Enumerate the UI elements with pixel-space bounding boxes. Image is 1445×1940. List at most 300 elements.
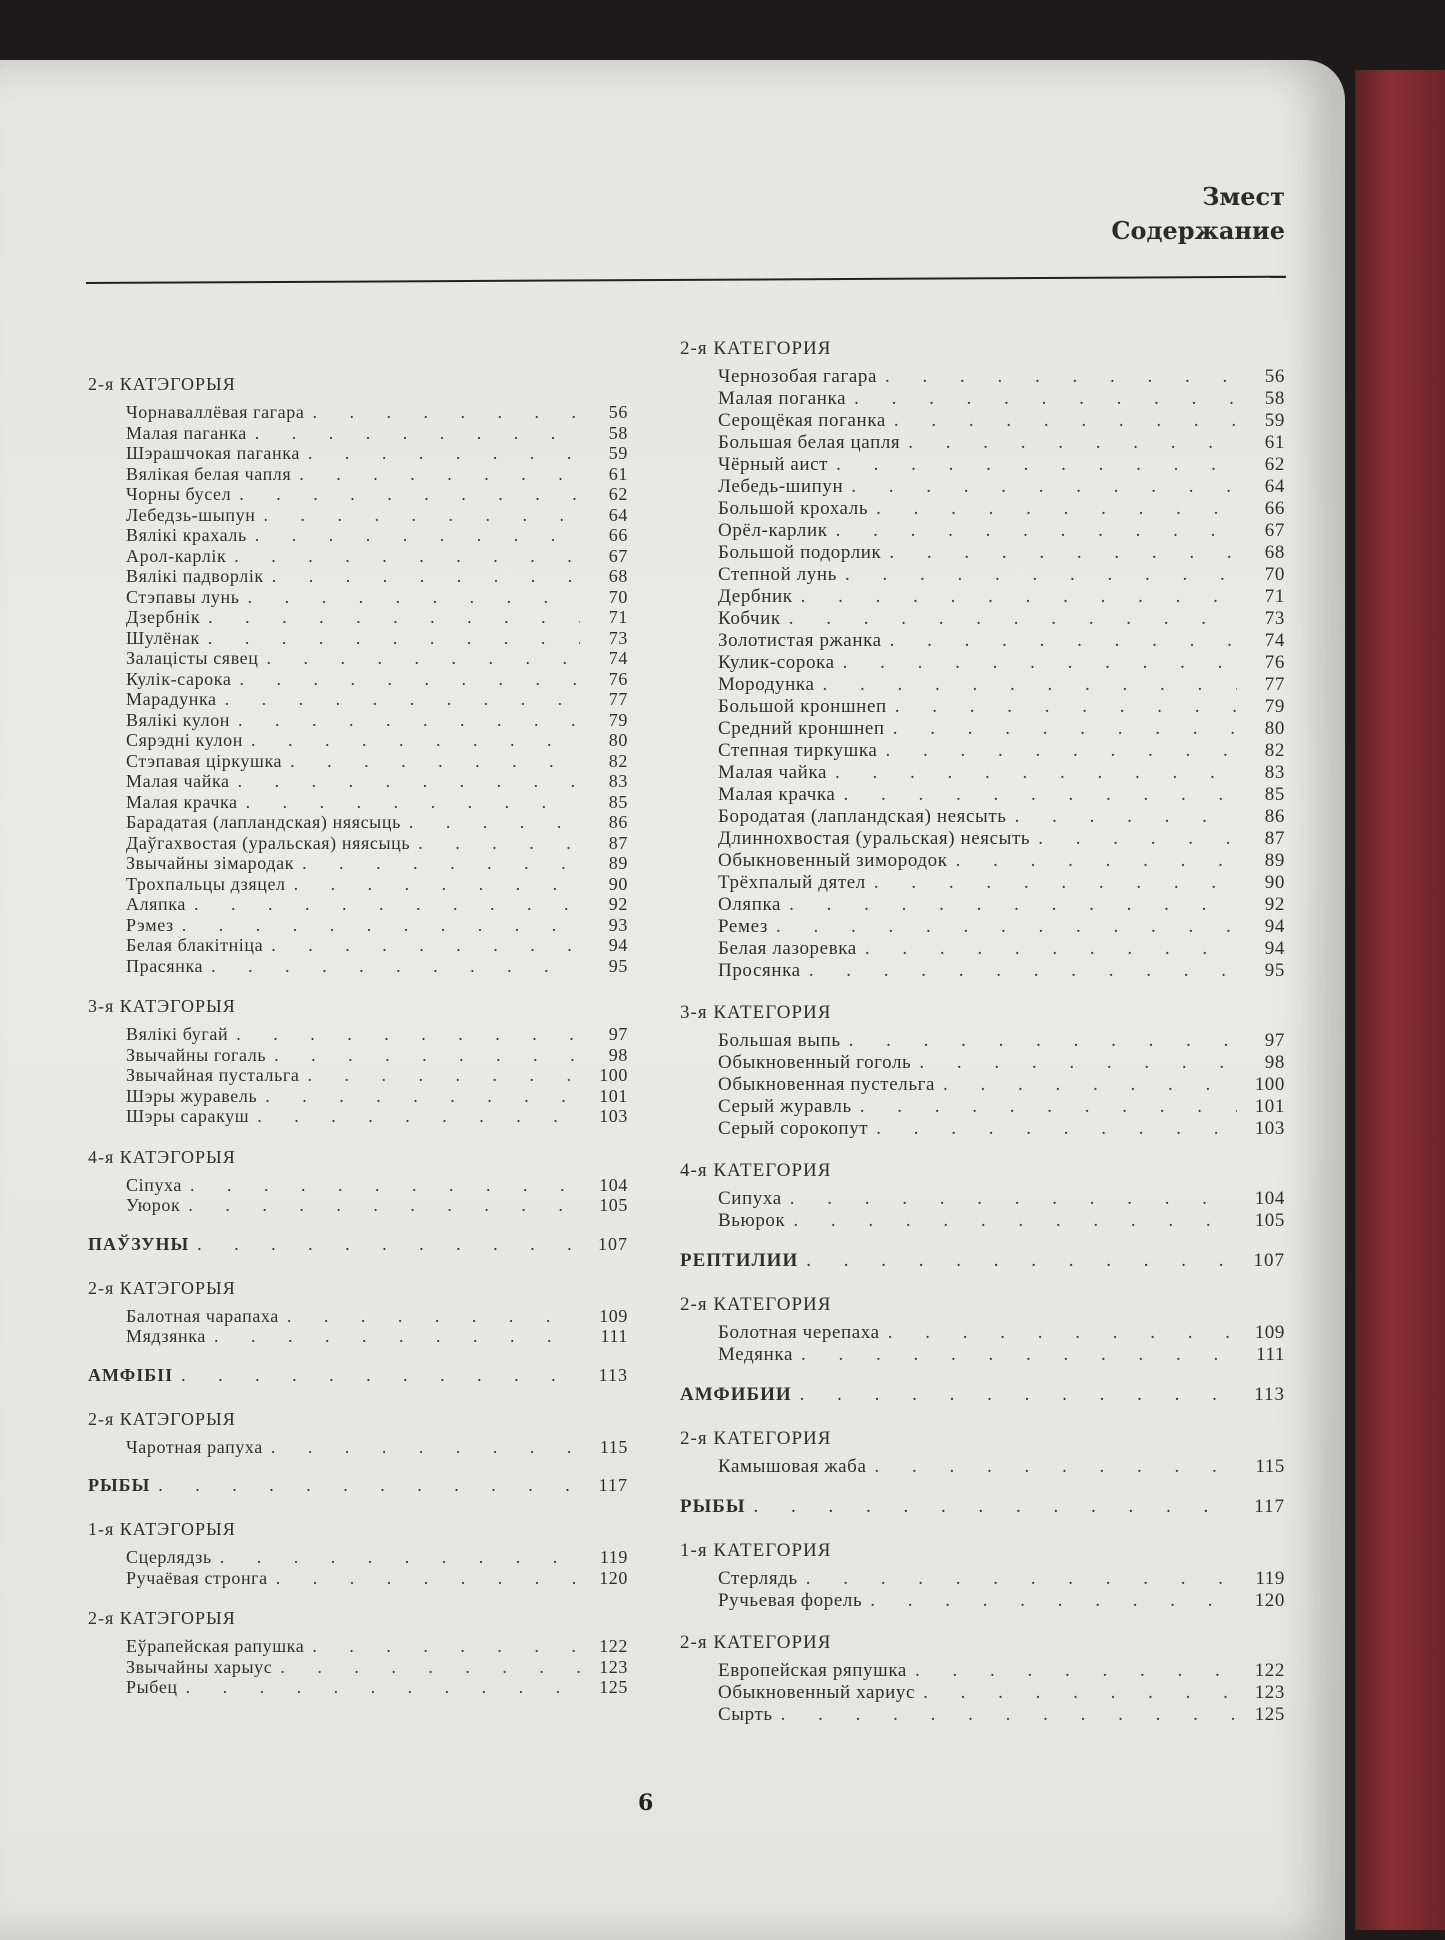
dot-leader xyxy=(843,652,1237,674)
dot-leader xyxy=(290,751,580,772)
dot-leader xyxy=(943,1074,1237,1096)
dot-leader xyxy=(876,498,1237,520)
entry-title: Стэпавая ціркушка xyxy=(126,750,283,771)
category-heading: 3-я КАТЕГОРИЯ xyxy=(680,1002,832,1023)
dot-leader xyxy=(308,1065,580,1086)
entry-page: 86 xyxy=(1264,806,1285,827)
dot-leader xyxy=(280,1657,580,1678)
toc-entry xyxy=(88,730,628,751)
section-page: 113 xyxy=(598,1364,628,1385)
entry-title: Марадунка xyxy=(126,689,217,709)
dot-leader xyxy=(238,710,580,731)
toc-entry xyxy=(680,1660,1285,1682)
entry-title: Вьюрок xyxy=(718,1210,786,1231)
entry-page: 77 xyxy=(608,689,628,709)
toc-entry xyxy=(88,689,628,710)
entry-page: 119 xyxy=(599,1547,628,1567)
entry-page: 62 xyxy=(608,484,628,504)
entry-page: 122 xyxy=(1254,1660,1285,1681)
entry-title: Шэры журавель xyxy=(126,1085,258,1106)
entry-page: 95 xyxy=(608,955,628,976)
entry-title: Малая чайка xyxy=(718,762,828,783)
toc-entry xyxy=(88,566,628,587)
entry-title: Обыкновенная пустельга xyxy=(718,1074,936,1095)
section-heading xyxy=(680,1384,1285,1408)
entry-page: 97 xyxy=(1264,1030,1285,1051)
toc-entry xyxy=(680,872,1285,894)
dot-leader xyxy=(894,410,1237,432)
entry-title: Чернозобая гагара xyxy=(718,366,878,387)
entry-page: 111 xyxy=(600,1326,628,1346)
toc-column-russian xyxy=(680,338,1285,1726)
entry-title: Лебедзь-шыпун xyxy=(126,504,256,525)
dot-leader xyxy=(1015,806,1237,828)
entry-title: Просянка xyxy=(718,960,801,981)
toc-entry xyxy=(680,828,1285,850)
entry-title: Чаротная рапуха xyxy=(126,1436,263,1457)
dot-leader xyxy=(845,564,1237,586)
entry-page: 79 xyxy=(608,709,628,730)
entry-title: Большой крохаль xyxy=(718,498,869,519)
dot-leader xyxy=(220,1547,580,1568)
toc-entry xyxy=(680,740,1285,762)
entry-page: 93 xyxy=(608,914,628,935)
entry-title: Звычайны харыус xyxy=(126,1656,273,1677)
toc-entry xyxy=(88,443,628,464)
section-page: 113 xyxy=(1254,1384,1285,1405)
entry-page: 80 xyxy=(1264,718,1285,739)
category-heading: 2-я КАТЭГОРЫЯ xyxy=(88,374,236,394)
entry-page: 71 xyxy=(1264,586,1285,607)
toc-entry xyxy=(680,564,1285,586)
page-number: 6 xyxy=(638,1790,654,1816)
dot-leader xyxy=(302,853,580,874)
entry-title: Даўгахвостая (уральская) няясыць xyxy=(126,832,411,853)
entry-page: 103 xyxy=(599,1106,628,1126)
toc-entry xyxy=(88,956,628,977)
toc-entry xyxy=(680,1096,1285,1118)
toc-entry xyxy=(680,586,1285,608)
entry-page: 120 xyxy=(599,1567,628,1588)
toc-entry xyxy=(88,1045,628,1066)
entry-title: Белая лазоревка xyxy=(718,938,857,959)
toc-entry xyxy=(88,792,628,813)
entry-page: 104 xyxy=(1254,1188,1285,1209)
toc-entry xyxy=(88,935,628,956)
dot-leader xyxy=(915,1660,1237,1682)
dot-leader xyxy=(239,484,580,505)
entry-page: 100 xyxy=(1254,1074,1285,1095)
dot-leader xyxy=(251,730,580,751)
dot-leader xyxy=(874,1456,1237,1478)
category-heading: 2-я КАТЕГОРИЯ xyxy=(680,1294,832,1315)
entry-title: Мородунка xyxy=(718,674,815,695)
dot-leader xyxy=(836,520,1237,542)
entry-title: Чорнаваллёвая гагара xyxy=(126,402,305,422)
toc-entry xyxy=(680,1030,1285,1052)
dot-leader xyxy=(753,1496,1237,1518)
entry-page: 59 xyxy=(1264,410,1285,431)
toc-entry xyxy=(88,628,628,649)
toc-entry xyxy=(680,718,1285,740)
toc-entry xyxy=(88,1065,628,1086)
entry-title: Мядзянка xyxy=(126,1326,206,1346)
entry-page: 125 xyxy=(599,1677,628,1697)
toc-entry xyxy=(88,1175,628,1196)
dot-leader xyxy=(267,648,580,669)
dot-leader xyxy=(801,1344,1237,1366)
dot-leader xyxy=(418,833,580,854)
toc-entry xyxy=(680,1118,1285,1140)
toc-entry xyxy=(680,1682,1285,1704)
entry-page: 82 xyxy=(1264,740,1285,761)
toc-entry xyxy=(680,762,1285,784)
entry-title: Средний кроншнеп xyxy=(718,718,885,739)
entry-page: 123 xyxy=(599,1656,628,1677)
dot-leader xyxy=(888,1322,1237,1344)
entry-title: Сцерлядзь xyxy=(126,1547,212,1567)
dot-leader xyxy=(182,915,580,936)
section-page: 117 xyxy=(1254,1496,1285,1517)
dot-leader xyxy=(214,1326,580,1347)
entry-title: Серощёкая поганка xyxy=(718,410,886,431)
entry-title: Камышовая жаба xyxy=(718,1456,867,1477)
category-heading: 1-я КАТЭГОРЫЯ xyxy=(88,1519,236,1539)
toc-entry xyxy=(680,1344,1285,1366)
toc-entry xyxy=(680,1704,1285,1726)
entry-title: Вялікі крахаль xyxy=(126,525,247,545)
entry-page: 61 xyxy=(608,463,628,484)
toc-entry xyxy=(680,476,1285,498)
entry-title: Обыкновенный зимородок xyxy=(718,850,948,871)
dot-leader xyxy=(208,628,580,649)
entry-page: 73 xyxy=(1264,608,1285,629)
entry-title: Малая паганка xyxy=(126,422,247,443)
entry-title: Сярэдні кулон xyxy=(126,730,243,750)
dot-leader xyxy=(248,587,580,608)
section-page: 117 xyxy=(598,1475,628,1495)
dot-leader xyxy=(208,607,580,628)
dot-leader xyxy=(272,566,580,587)
dot-leader xyxy=(835,762,1237,784)
entry-page: 87 xyxy=(608,832,628,853)
entry-title: Чёрный аист xyxy=(718,454,829,475)
toc-entry xyxy=(680,784,1285,806)
entry-page: 104 xyxy=(599,1174,628,1195)
entry-title: Болотная черепаха xyxy=(718,1322,880,1343)
dot-leader xyxy=(158,1475,580,1496)
dot-leader xyxy=(806,1250,1237,1272)
category-heading: 4-я КАТЕГОРИЯ xyxy=(680,1160,832,1181)
toc-entry xyxy=(680,938,1285,960)
dot-leader xyxy=(895,696,1237,718)
dot-leader xyxy=(860,1096,1237,1118)
entry-title: Длиннохвостая (уральская) неясыть xyxy=(718,828,1031,849)
toc-entry xyxy=(680,894,1285,916)
dot-leader xyxy=(843,784,1237,806)
dot-leader xyxy=(190,1175,580,1196)
entry-page: 87 xyxy=(1264,828,1285,849)
entry-title: Сипуха xyxy=(718,1188,782,1209)
toc-entry xyxy=(88,853,628,874)
entry-title: Вялікі кулон xyxy=(126,709,231,730)
dot-leader xyxy=(851,476,1237,498)
entry-page: 89 xyxy=(608,853,628,873)
category-heading: 2-я КАТЕГОРИЯ xyxy=(680,1428,832,1449)
entry-title: Орёл-карлик xyxy=(718,520,828,541)
entry-page: 89 xyxy=(1264,850,1285,871)
entry-page: 76 xyxy=(608,668,628,689)
entry-page: 66 xyxy=(1264,498,1285,519)
dot-leader xyxy=(836,454,1237,476)
dot-leader xyxy=(409,812,580,833)
dot-leader xyxy=(801,586,1237,608)
dot-leader xyxy=(823,674,1238,696)
header-belarusian: Змест xyxy=(1202,182,1285,211)
entry-title: Большая выпь xyxy=(718,1030,841,1051)
toc-entry xyxy=(88,1568,628,1589)
entry-title: Стэпавы лунь xyxy=(126,586,240,607)
entry-page: 125 xyxy=(1254,1704,1285,1725)
entry-page: 92 xyxy=(1264,894,1285,915)
entry-title: Кулик-сорока xyxy=(718,652,835,673)
entry-page: 95 xyxy=(1264,960,1285,981)
dot-leader xyxy=(800,1384,1237,1406)
dot-leader xyxy=(793,1210,1237,1232)
dot-leader xyxy=(271,1437,580,1458)
dot-leader xyxy=(211,956,580,977)
dot-leader xyxy=(312,1636,580,1657)
toc-entry xyxy=(88,915,628,936)
entry-page: 82 xyxy=(608,750,628,771)
dot-leader xyxy=(781,1704,1237,1726)
toc-entry xyxy=(88,648,628,669)
entry-page: 64 xyxy=(1264,476,1285,497)
toc-entry xyxy=(88,1086,628,1107)
dot-leader xyxy=(806,1568,1237,1590)
entry-page: 83 xyxy=(1264,762,1285,783)
entry-title: Малая крачка xyxy=(126,791,238,812)
entry-page: 120 xyxy=(1254,1590,1285,1611)
toc-entry xyxy=(680,1052,1285,1074)
dot-leader xyxy=(308,443,580,464)
dot-leader xyxy=(956,850,1237,872)
entry-page: 83 xyxy=(608,771,628,791)
book-cover-edge xyxy=(1355,70,1445,1930)
toc-entry xyxy=(680,454,1285,476)
dot-leader xyxy=(257,1106,580,1127)
entry-page: 109 xyxy=(1254,1322,1285,1343)
entry-title: Малая чайка xyxy=(126,771,230,791)
dot-leader xyxy=(789,894,1237,916)
entry-title: Арол-карлік xyxy=(126,545,227,566)
entry-title: Кулік-сарока xyxy=(126,668,232,689)
entry-title: Шэры саракуш xyxy=(126,1106,250,1126)
toc-entry xyxy=(680,1210,1285,1232)
dot-leader xyxy=(876,1118,1237,1140)
entry-title: Лебедь-шипун xyxy=(718,476,844,497)
toc-entry xyxy=(680,1568,1285,1590)
header-russian: Содержание xyxy=(1111,216,1285,245)
toc-entry xyxy=(88,525,628,546)
entry-page: 76 xyxy=(1264,652,1285,673)
entry-page: 94 xyxy=(1264,938,1285,959)
entry-page: 111 xyxy=(1256,1344,1285,1365)
dot-leader xyxy=(239,669,580,690)
toc-entry xyxy=(88,484,628,505)
dot-leader xyxy=(923,1682,1237,1704)
entry-title: Малая поганка xyxy=(718,388,847,409)
dot-leader xyxy=(294,874,580,895)
dot-leader xyxy=(312,402,580,423)
entry-title: Ручьевая форель xyxy=(718,1590,863,1611)
entry-page: 56 xyxy=(608,402,628,422)
toc-entry xyxy=(88,505,628,526)
entry-page: 119 xyxy=(1255,1568,1285,1589)
entry-title: Ремез xyxy=(718,916,768,937)
toc-entry xyxy=(88,1657,628,1678)
dot-leader xyxy=(238,771,580,792)
entry-title: Трохпальцы дзяцел xyxy=(126,873,286,894)
toc-entry xyxy=(88,587,628,608)
category-heading: 2-я КАТЭГОРЫЯ xyxy=(88,1408,236,1429)
dot-leader xyxy=(809,960,1237,982)
toc-entry xyxy=(88,1306,628,1327)
entry-title: Барадатая (лапландская) няясыць xyxy=(126,812,401,832)
toc-entry xyxy=(88,1024,628,1045)
dot-leader xyxy=(874,872,1237,894)
dot-leader xyxy=(854,388,1237,410)
entry-page: 61 xyxy=(1264,432,1285,453)
entry-title: Уюрок xyxy=(126,1195,181,1215)
section-heading xyxy=(88,1234,628,1258)
entry-page: 94 xyxy=(608,935,628,955)
entry-page: 100 xyxy=(599,1065,628,1085)
entry-title: Рэмез xyxy=(126,914,174,935)
entry-title: Оляпка xyxy=(718,894,782,915)
entry-title: Золотистая ржанка xyxy=(718,630,882,651)
entry-title: Прасянка xyxy=(126,955,204,976)
toc-entry xyxy=(88,1195,628,1216)
category-heading: 2-я КАТЭГОРЫЯ xyxy=(88,1277,236,1298)
entry-page: 74 xyxy=(1264,630,1285,651)
entry-page: 77 xyxy=(1264,674,1285,695)
toc-entry xyxy=(88,710,628,731)
entry-page: 59 xyxy=(608,443,628,463)
toc-entry xyxy=(680,850,1285,872)
dot-leader xyxy=(890,630,1237,652)
entry-title: Дербник xyxy=(718,586,793,607)
section-title: РЫБЫ xyxy=(88,1475,151,1495)
section-title: ПАЎЗУНЫ xyxy=(88,1233,190,1254)
dot-leader xyxy=(236,1024,580,1045)
dot-leader xyxy=(197,1234,580,1255)
entry-page: 71 xyxy=(608,607,628,627)
entry-title: Большая белая цапля xyxy=(718,432,901,453)
category-heading: 2-я КАТЕГОРИЯ xyxy=(680,1632,832,1653)
toc-entry xyxy=(680,960,1285,982)
dot-leader xyxy=(255,423,580,444)
entry-title: Серый сорокопут xyxy=(718,1118,869,1139)
toc-column-belarusian xyxy=(88,374,628,1698)
entry-page: 80 xyxy=(608,730,628,750)
entry-title: Кобчик xyxy=(718,608,781,629)
entry-page: 105 xyxy=(1254,1210,1285,1231)
dot-leader xyxy=(889,542,1237,564)
section-heading xyxy=(88,1365,628,1389)
entry-page: 101 xyxy=(599,1085,628,1106)
dot-leader xyxy=(265,1086,580,1107)
entry-title: Дзербнік xyxy=(126,607,201,627)
section-title: РЫБЫ xyxy=(680,1496,746,1517)
toc-entry xyxy=(88,874,628,895)
section-title: РЕПТИЛИИ xyxy=(680,1250,799,1271)
toc-entry xyxy=(88,402,628,423)
section-page: 107 xyxy=(1253,1250,1285,1271)
dot-leader xyxy=(255,525,580,546)
dot-leader xyxy=(885,366,1237,388)
entry-title: Большой кроншнеп xyxy=(718,696,887,717)
dot-leader xyxy=(263,505,580,526)
dot-leader xyxy=(181,1365,580,1386)
entry-title: Вялікая белая чапля xyxy=(126,463,292,484)
entry-page: 70 xyxy=(1264,564,1285,585)
entry-title: Бородатая (лапландская) неясыть xyxy=(718,806,1007,827)
toc-entry xyxy=(680,806,1285,828)
dot-leader xyxy=(186,1677,580,1698)
entry-page: 94 xyxy=(1264,916,1285,937)
toc-entry xyxy=(680,652,1285,674)
toc-entry xyxy=(680,388,1285,410)
entry-title: Вялікі падворлік xyxy=(126,566,264,586)
toc-entry xyxy=(88,423,628,444)
toc-entry xyxy=(88,751,628,772)
dot-leader xyxy=(908,432,1237,454)
entry-title: Чорны бусел xyxy=(126,484,232,504)
entry-title: Трёхпалый дятел xyxy=(718,872,866,893)
entry-page: 64 xyxy=(608,504,628,525)
dot-leader xyxy=(789,608,1237,630)
entry-title: Серый журавль xyxy=(718,1096,852,1117)
toc-entry xyxy=(680,1456,1285,1478)
entry-page: 68 xyxy=(1264,542,1285,563)
entry-title: Вялікі бугай xyxy=(126,1024,229,1044)
dot-leader xyxy=(271,935,580,956)
toc-entry xyxy=(88,669,628,690)
dot-leader xyxy=(276,1568,580,1589)
entry-title: Звычайны зімародак xyxy=(126,853,295,873)
entry-title: Рыбец xyxy=(126,1677,178,1697)
category-heading: 2-я КАТЭГОРЫЯ xyxy=(88,1608,236,1628)
entry-page: 56 xyxy=(1264,366,1285,387)
section-title: АМФІБІІ xyxy=(88,1364,174,1385)
entry-page: 66 xyxy=(608,525,628,545)
entry-page: 103 xyxy=(1254,1118,1285,1139)
entry-page: 98 xyxy=(608,1044,628,1065)
entry-title: Звычайны гогаль xyxy=(126,1044,267,1065)
entry-title: Большой подорлик xyxy=(718,542,882,563)
entry-title: Медянка xyxy=(718,1344,793,1365)
toc-entry xyxy=(680,520,1285,542)
dot-leader xyxy=(893,718,1237,740)
entry-title: Сіпуха xyxy=(126,1174,182,1195)
dot-leader xyxy=(1038,828,1237,850)
entry-page: 90 xyxy=(1264,872,1285,893)
entry-page: 109 xyxy=(599,1305,628,1326)
category-heading: 2-я КАТЕГОРИЯ xyxy=(680,338,832,359)
entry-page: 122 xyxy=(599,1636,628,1656)
entry-title: Аляпка xyxy=(126,894,186,914)
